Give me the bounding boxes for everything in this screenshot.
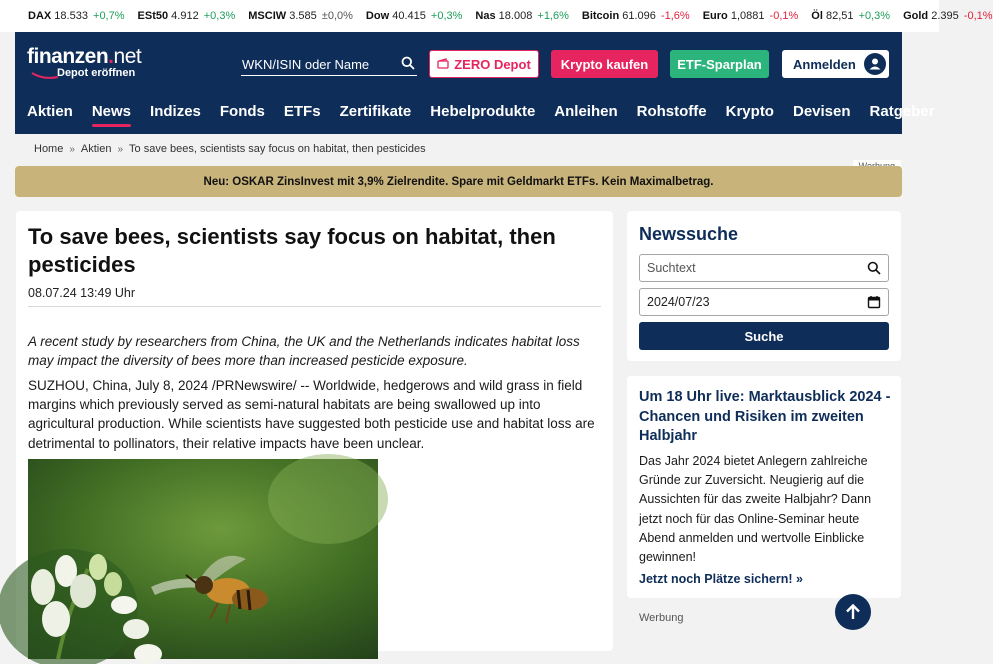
nav-item-zertifikate[interactable]: Zertifikate [339,103,412,120]
login-label: Anmelden [793,56,856,72]
ticker-name: Gold [903,10,929,22]
webinar-cta-link[interactable]: Jetzt noch Plätze sichern! » [639,572,803,586]
promo-banner[interactable] [15,166,902,197]
article-date: 08.07.24 13:49 Uhr [28,286,136,300]
depot-eroeffnen-link[interactable]: Depot eröffnen [57,67,136,79]
ticker-value: 4.912 [171,10,199,22]
zero-depot-button[interactable] [429,50,539,78]
login-button[interactable] [782,50,889,78]
promo-text: Neu: OSKAR ZinsInvest mit 3,9% Zielrendite. Spare mit Geldmarkt ETFs. Kein Maximalbetrag. [203,175,714,188]
krypto-kaufen-button[interactable] [551,50,658,78]
search-submit-label: Suche [744,328,784,344]
ticker-change: +0,3% [858,10,891,22]
wkn-search-input[interactable] [241,54,391,74]
search-icon[interactable] [867,261,881,275]
nav-item-rohstoffe[interactable]: Rohstoffe [636,103,707,120]
ticker-name: Nas [475,10,496,22]
news-search-card [627,211,901,361]
breadcrumb-section[interactable]: Aktien [80,143,112,155]
nav-item-krypto[interactable]: Krypto [725,103,774,120]
breadcrumb [34,143,426,155]
logo-brand: finanzen [27,45,109,68]
ticker-change: ±0,0% [321,10,353,22]
nav-item-devisen[interactable]: Devisen [792,103,851,120]
ticker-value: 82,51 [825,10,854,22]
news-search-title: Newssuche [639,224,739,244]
back-to-top-button[interactable] [835,594,871,630]
search-icon[interactable] [401,56,415,70]
ticker-change: +0,7% [93,10,125,22]
ticker-value: 18.008 [498,10,533,22]
ticker-name: ESt50 [137,10,169,22]
ticker-item[interactable] [28,10,125,22]
ticker-item[interactable] [582,10,690,22]
double-chevron-right-icon: » [117,143,124,155]
user-icon [864,53,886,75]
nav-item-etfs[interactable]: ETFs [283,103,321,120]
search-submit-button[interactable] [639,322,889,350]
ticker-change: +1,6% [537,10,569,22]
webinar-text: Das Jahr 2024 bietet Anlegern zahlreiche Gründe zur Zuversicht. Neugierig auf die Aussichten für das zweite Halbjahr? Dann jetzt noch für das Online-Seminar heute Abend anmelden und wertvolle Einblicke gewinnen! [639,454,872,565]
ticker-item[interactable] [811,10,890,22]
article-card [16,211,613,651]
logo-tld: net [113,45,142,68]
ticker-value: 3.585 [289,10,317,22]
article-lead: A recent study by researchers from China, the UK and the Netherlands indicates habitat loss may impact the diversity of bees more than increased pesticide exposure. [28,334,580,368]
ticker-change: +0,3% [203,10,236,22]
etf-sparplan-button[interactable] [670,50,769,78]
ticker-item[interactable] [475,10,568,22]
webinar-promo-card [627,376,901,598]
nav-item-fonds[interactable]: Fonds [219,103,265,120]
ticker-change: +0,3% [430,10,463,22]
sidebar-ad-label: Werbung [639,612,684,624]
logo[interactable] [27,45,142,79]
market-ticker [0,0,993,32]
nav-item-hebelprodukte[interactable]: Hebelprodukte [430,103,536,120]
ticker-name: DAX [28,10,52,22]
ticker-change: -0,1% [963,10,993,22]
article-title: To save bees, scientists say focus on habitat, then pesticides [28,224,556,277]
nav-item-aktien[interactable]: Aktien [27,103,73,120]
search-text-field [639,254,889,282]
logo-swoosh-icon [31,71,59,81]
article-body: SUZHOU, China, July 8, 2024 /PRNewswire/ -- Worldwide, hedgerows and wild grass in field margins which previously served as semi-natural habitats are being swallowed up into agricultural production. While scientists have suggested both pesticide use and habitat loss are detrimental to pollinators, their relative impacts have been unclear. [28,378,595,451]
ticker-name: Dow [365,10,390,22]
breadcrumb-home[interactable]: Home [34,143,64,155]
ticker-change: -1,6% [660,10,690,22]
wallet-icon [437,58,449,70]
nav-item-ratgeber[interactable]: Ratgeber [869,103,935,120]
etf-sparplan-label: ETF-Sparplan [677,56,762,72]
zero-depot-label: ZERO Depot [454,56,531,72]
date-field [639,288,889,316]
webinar-title[interactable]: Um 18 Uhr live: Marktausblick 2024 - Chancen und Risiken im zweiten Halbjahr [639,389,891,444]
arrow-up-icon [844,603,862,621]
ticker-item[interactable] [138,10,236,22]
logo-text [27,45,141,69]
calendar-icon[interactable] [867,295,881,309]
date-input[interactable] [640,289,850,315]
ticker-value: 2.395 [931,10,959,22]
ticker-value: 61.096 [622,10,656,22]
ticker-name: Euro [702,10,728,22]
article-image [28,459,378,659]
divider [28,306,601,307]
krypto-kaufen-label: Krypto kaufen [560,56,649,72]
ticker-item[interactable] [248,10,353,22]
nav-item-anleihen[interactable]: Anleihen [554,103,618,120]
logo-dot: . [108,45,114,68]
double-chevron-right-icon: » [69,143,75,155]
ticker-name: MSCIW [248,10,287,22]
ticker-value: 40.415 [392,10,426,22]
ticker-item[interactable] [366,10,463,22]
ticker-value: 1,0881 [730,10,765,22]
wkn-search [241,54,417,76]
site-header [15,32,935,134]
ticker-change: -0,1% [769,10,799,22]
nav-item-news[interactable]: News [91,103,132,120]
ticker-name: Bitcoin [581,10,620,22]
search-text-input[interactable] [640,255,850,281]
ticker-name: Öl [811,10,823,22]
main-nav [27,103,954,120]
breadcrumb-current: To save bees, scientists say focus on habitat, then pesticides [129,143,426,155]
nav-item-indizes[interactable]: Indizes [150,103,201,120]
ticker-item[interactable] [703,10,799,22]
ticker-value: 18.533 [54,10,88,22]
ticker-item[interactable] [903,10,992,22]
